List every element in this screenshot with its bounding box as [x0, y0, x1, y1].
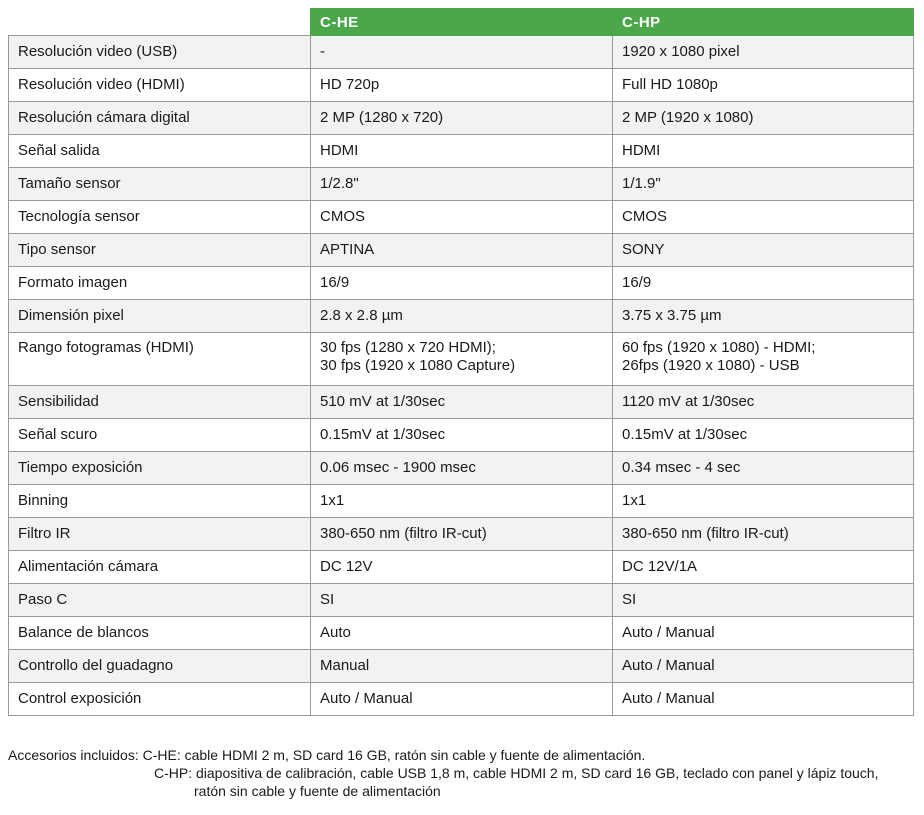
table-row — [9, 69, 914, 102]
table-row — [9, 419, 914, 452]
c-he-value-cell: 16/9 — [311, 267, 613, 300]
c-he-value-cell: DC 12V — [311, 551, 613, 584]
table-row — [9, 201, 914, 234]
cell-line-1: 30 fps (1280 x 720 HDMI); — [320, 339, 496, 356]
row-label-cell: Controllo del guadagno — [9, 650, 311, 683]
c-he-value-cell: 0.15mV at 1/30sec — [311, 419, 613, 452]
c-hp-value-cell: Full HD 1080p — [613, 69, 914, 102]
notes-line-3: ratón sin cable y fuente de alimentación — [194, 783, 441, 799]
row-label-cell: Balance de blancos — [9, 617, 311, 650]
row-label-cell: Señal salida — [9, 135, 311, 168]
header-blank-cell — [9, 9, 311, 36]
c-he-value-cell: Auto / Manual — [311, 683, 613, 716]
row-label-cell: Rango fotogramas (HDMI) — [9, 333, 311, 386]
c-he-value-cell: HDMI — [311, 135, 613, 168]
c-hp-value-cell: Auto / Manual — [613, 650, 914, 683]
c-hp-value-cell: 0.15mV at 1/30sec — [613, 419, 914, 452]
c-hp-value-cell: 1120 mV at 1/30sec — [613, 386, 914, 419]
c-hp-value-cell: Auto / Manual — [613, 617, 914, 650]
c-he-value-cell: 2.8 x 2.8 µm — [311, 300, 613, 333]
table-row — [9, 683, 914, 716]
accessories-notes — [8, 746, 918, 800]
spec-comparison-table — [8, 8, 914, 716]
notes-line-1: Accesorios incluidos: C-HE: cable HDMI 2 m, SD card 16 GB, ratón sin cable y fuente de alimentación. — [8, 747, 646, 763]
row-label-cell: Alimentación cámara — [9, 551, 311, 584]
table-row — [9, 333, 914, 386]
row-label-cell: Paso C — [9, 584, 311, 617]
table-row — [9, 386, 914, 419]
c-hp-value-cell: 1/1.9" — [613, 168, 914, 201]
c-he-value-cell: SI — [311, 584, 613, 617]
c-he-value-cell: - — [311, 36, 613, 69]
table-row — [9, 617, 914, 650]
c-hp-value-cell — [613, 333, 914, 386]
table-row — [9, 551, 914, 584]
table-row — [9, 452, 914, 485]
c-hp-value-cell: Auto / Manual — [613, 683, 914, 716]
notes-line-2: C-HP: diapositiva de calibración, cable USB 1,8 m, cable HDMI 2 m, SD card 16 GB, teclado con panel y lápiz touch, — [154, 765, 879, 781]
row-label-cell: Formato imagen — [9, 267, 311, 300]
row-label-cell: Resolución cámara digital — [9, 102, 311, 135]
header-c-he: C-HE — [311, 9, 613, 36]
cell-line-2: 26fps (1920 x 1080) - USB — [622, 357, 800, 374]
row-label-cell: Tipo sensor — [9, 234, 311, 267]
cell-line-1: 60 fps (1920 x 1080) - HDMI; — [622, 339, 816, 356]
row-label-cell: Binning — [9, 485, 311, 518]
c-hp-value-cell: 1x1 — [613, 485, 914, 518]
c-he-value-cell: 0.06 msec - 1900 msec — [311, 452, 613, 485]
table-row — [9, 36, 914, 69]
c-he-value-cell: 1/2.8" — [311, 168, 613, 201]
row-label-cell: Resolución video (HDMI) — [9, 69, 311, 102]
c-he-value-cell: APTINA — [311, 234, 613, 267]
row-label-cell: Tecnología sensor — [9, 201, 311, 234]
c-he-value-cell: 1x1 — [311, 485, 613, 518]
c-hp-value-cell: DC 12V/1A — [613, 551, 914, 584]
table-row — [9, 300, 914, 333]
table-row — [9, 267, 914, 300]
row-label-cell: Dimensión pixel — [9, 300, 311, 333]
c-hp-value-cell: CMOS — [613, 201, 914, 234]
c-hp-value-cell: SONY — [613, 234, 914, 267]
c-hp-value-cell: 16/9 — [613, 267, 914, 300]
c-he-value-cell: Manual — [311, 650, 613, 683]
row-label-cell: Señal scuro — [9, 419, 311, 452]
c-he-value-cell — [311, 333, 613, 386]
row-label-cell: Tiempo exposición — [9, 452, 311, 485]
table-row — [9, 650, 914, 683]
row-label-cell: Control exposición — [9, 683, 311, 716]
c-he-value-cell: 2 MP (1280 x 720) — [311, 102, 613, 135]
table-row — [9, 135, 914, 168]
c-he-value-cell: HD 720p — [311, 69, 613, 102]
row-label-cell: Tamaño sensor — [9, 168, 311, 201]
table-row — [9, 234, 914, 267]
row-label-cell: Resolución video (USB) — [9, 36, 311, 69]
table-row — [9, 485, 914, 518]
header-c-hp: C-HP — [613, 9, 914, 36]
row-label-cell: Filtro IR — [9, 518, 311, 551]
c-hp-value-cell: 3.75 x 3.75 µm — [613, 300, 914, 333]
c-hp-value-cell: 2 MP (1920 x 1080) — [613, 102, 914, 135]
c-hp-value-cell: 0.34 msec - 4 sec — [613, 452, 914, 485]
c-hp-value-cell: HDMI — [613, 135, 914, 168]
c-he-value-cell: 380-650 nm (filtro IR-cut) — [311, 518, 613, 551]
table-row — [9, 168, 914, 201]
c-he-value-cell: Auto — [311, 617, 613, 650]
c-hp-value-cell: SI — [613, 584, 914, 617]
table-row — [9, 102, 914, 135]
c-he-value-cell: CMOS — [311, 201, 613, 234]
table-row — [9, 518, 914, 551]
cell-line-2: 30 fps (1920 x 1080 Capture) — [320, 357, 516, 374]
c-hp-value-cell: 380-650 nm (filtro IR-cut) — [613, 518, 914, 551]
c-hp-value-cell: 1920 x 1080 pixel — [613, 36, 914, 69]
row-label-cell: Sensibilidad — [9, 386, 311, 419]
c-he-value-cell: 510 mV at 1/30sec — [311, 386, 613, 419]
table-row — [9, 584, 914, 617]
header-row — [9, 9, 914, 36]
